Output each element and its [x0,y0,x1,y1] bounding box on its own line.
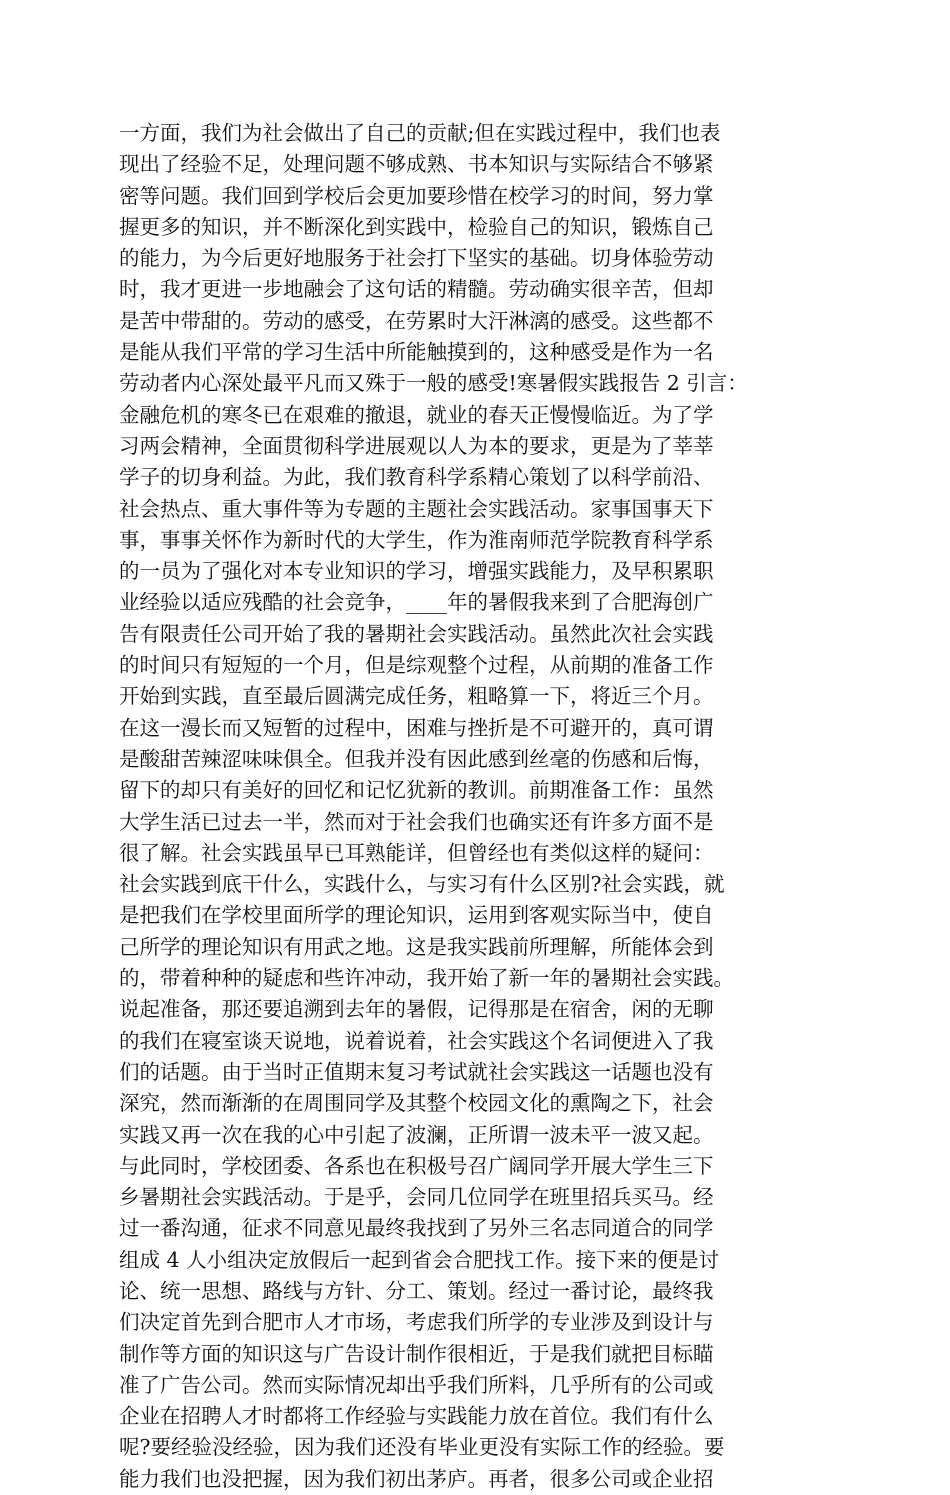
text-line: 是苦中带甜的。劳动的感受，在劳累时大汗淋漓的感受。这些都不 [119,308,714,333]
text-line: 开始到实践，直至最后圆满完成任务，粗略算一下，将近三个月。 [119,684,714,709]
text-line: 的，带着种种的疑虑和些许冲动，我开始了新一年的暑期社会实践。 [119,966,734,991]
text-line: 们决定首先到合肥市人才市场，考虑我们所学的专业涉及到设计与 [119,1310,714,1335]
text-line: 的一员为了强化对本专业知识的学习，增强实践能力，及早积累职 [119,559,714,584]
text-line: 学子的切身利益。为此，我们教育科学系精心策划了以科学前沿、 [119,465,714,490]
text-line: 密等问题。我们回到学校后会更加要珍惜在校学习的时间，努力掌 [119,183,714,208]
text-line: 握更多的知识，并不断深化到实践中，检验自己的知识，锻炼自己 [119,214,714,239]
text-line: 说起准备，那还要追溯到去年的暑假，记得那是在宿舍，闲的无聊 [119,997,714,1022]
text-line: 们的话题。由于当时正值期末复习考试就社会实践这一话题也没有 [119,1059,714,1084]
text-line: 能力我们也没把握，因为我们初出茅庐。再者，很多公司或企业招 [119,1466,714,1491]
text-line: 金融危机的寒冬已在艰难的撤退，就业的春天正慢慢临近。为了学 [119,402,714,427]
text-line: 事，事事关怀作为新时代的大学生，作为淮南师范学院教育科学系 [119,527,714,552]
text-line: 论、统一思想、路线与方针、分工、策划。经过一番讨论，最终我 [119,1278,714,1303]
text-line: 很了解。社会实践虽早已耳熟能详，但曾经也有类似这样的疑问： [119,840,714,865]
text-line: 深究，然而渐渐的在周围同学及其整个校园文化的熏陶之下，社会 [119,1091,714,1116]
text-line: 制作等方面的知识这与广告设计制作很相近，于是我们就把目标瞄 [119,1341,714,1366]
text-line: 过一番沟通，征求不同意见最终我找到了另外三名志同道合的同学 [119,1216,714,1241]
text-line: 乡暑期社会实践活动。于是乎，会同几位同学在班里招兵买马。经 [119,1185,714,1210]
text-line: 社会实践到底干什么，实践什么，与实习有什么区别?社会实践，就 [119,872,725,897]
text-line: 是酸甜苦辣涩味味俱全。但我并没有因此感到丝毫的伤感和后悔， [119,746,714,771]
text-line: 的时间只有短短的一个月，但是综观整个过程，从前期的准备工作 [119,653,714,678]
text-line: 企业在招聘人才时都将工作经验与实践能力放在首位。我们有什么 [119,1404,714,1429]
text-line: 的我们在寝室谈天说地，说着说着，社会实践这个名词便进入了我 [119,1028,714,1053]
text-line: 业经验以适应残酷的社会竞争，____年的暑假我来到了合肥海创广 [119,590,714,615]
text-line: 社会热点、重大事件等为专题的主题社会实践活动。家事国事天下 [119,496,714,521]
text-line: 是把我们在学校里面所学的理论知识，运用到客观实际当中，使自 [119,903,714,928]
text-line: 准了广告公司。然而实际情况却出乎我们所料，几乎所有的公司或 [119,1372,714,1397]
text-line: 呢?要经验没经验，因为我们还没有毕业更没有实际工作的经验。要 [119,1435,725,1460]
text-line: 实践又再一次在我的心中引起了波澜，正所谓一波未平一波又起。 [119,1122,714,1147]
text-line: 留下的却只有美好的回忆和记忆犹新的教训。前期准备工作：虽然 [119,778,714,803]
text-line: 的能力，为今后更好地服务于社会打下坚实的基础。切身体验劳动 [119,246,714,271]
text-line: 劳动者内心深处最平凡而又殊于一般的感受!寒暑假实践报告 2 引言： [119,371,748,396]
text-line: 习两会精神，全面贯彻科学进展观以人为本的要求，更是为了莘莘 [119,433,714,458]
text-line: 己所学的理论知识有用武之地。这是我实践前所理解，所能体会到 [119,934,714,959]
text-line: 现出了经验不足，处理问题不够成熟、书本知识与实际结合不够紧 [119,152,714,177]
text-line: 一方面，我们为社会做出了自己的贡献;但在实践过程中，我们也表 [119,121,721,145]
text-line: 组成 4 人小组决定放假后一起到省会合肥找工作。接下来的便是讨 [119,1247,720,1272]
text-line: 告有限责任公司开始了我的暑期社会实践活动。虽然此次社会实践 [119,621,714,646]
text-line: 在这一漫长而又短暂的过程中，困难与挫折是不可避开的，真可谓 [119,715,714,740]
document-body [119,118,839,1495]
text-line: 是能从我们平常的学习生活中所能触摸到的，这种感受是作为一名 [119,340,714,365]
text-line: 与此同时，学校团委、各系也在积极号召广阔同学开展大学生三下 [119,1153,714,1178]
text-line: 时，我才更进一步地融会了这句话的精髓。劳动确实很辛苦，但却 [119,277,714,302]
text-line: 大学生活已过去一半，然而对于社会我们也确实还有许多方面不是 [119,809,714,834]
